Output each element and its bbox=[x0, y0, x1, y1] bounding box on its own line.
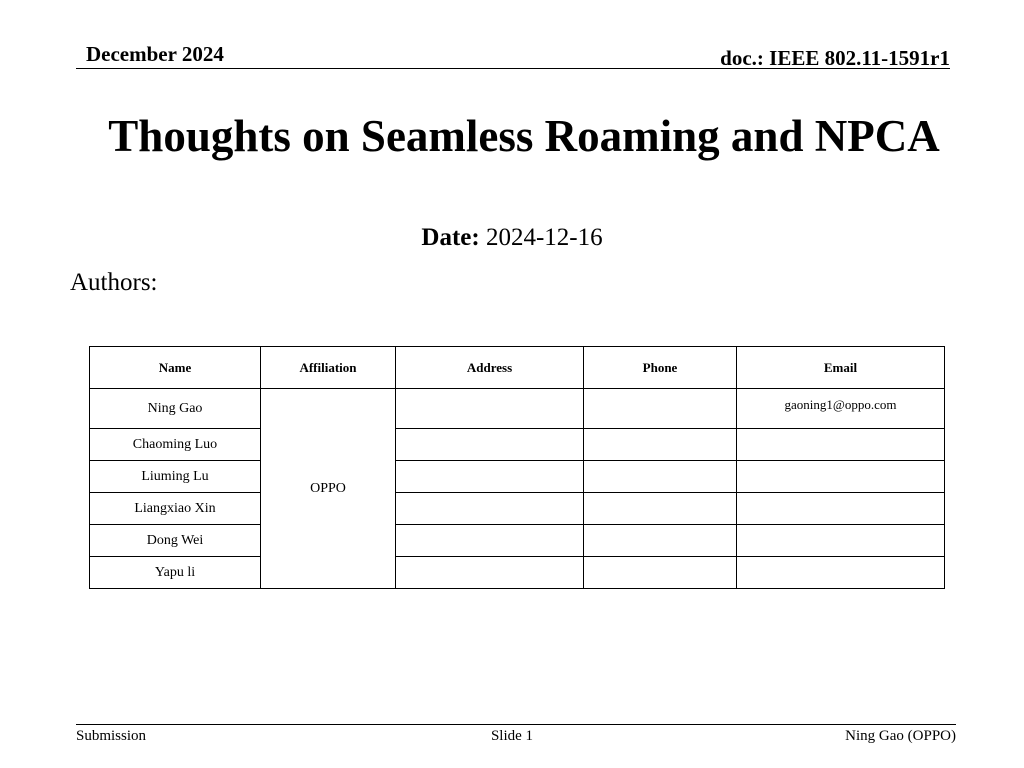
authors-table bbox=[89, 346, 945, 589]
author-email: gaoning1@oppo.com bbox=[737, 389, 945, 429]
footer-rule bbox=[76, 724, 956, 725]
author-phone bbox=[584, 525, 737, 557]
author-email bbox=[737, 429, 945, 461]
table-row bbox=[90, 493, 945, 525]
footer-author: Ning Gao (OPPO) bbox=[845, 728, 956, 744]
table-row bbox=[90, 389, 945, 429]
author-name: Yapu li bbox=[90, 557, 261, 589]
date-value: 2024-12-16 bbox=[485, 224, 603, 251]
header-date: December 2024 bbox=[86, 42, 224, 66]
author-address bbox=[396, 429, 584, 461]
author-address bbox=[396, 389, 584, 429]
header-rule bbox=[76, 68, 950, 69]
table-row bbox=[90, 429, 945, 461]
table-row bbox=[90, 525, 945, 557]
table-header-row bbox=[90, 347, 945, 389]
header-affiliation: Affiliation bbox=[261, 347, 396, 389]
header-doc-id: doc.: IEEE 802.11-1591r1 bbox=[720, 46, 950, 70]
author-address bbox=[396, 461, 584, 493]
slide-title: Thoughts on Seamless Roaming and NPCA bbox=[108, 111, 940, 161]
author-address bbox=[396, 525, 584, 557]
author-email bbox=[737, 493, 945, 525]
author-address bbox=[396, 557, 584, 589]
author-phone bbox=[584, 461, 737, 493]
header-phone: Phone bbox=[584, 347, 737, 389]
author-affiliation: OPPO bbox=[261, 389, 396, 589]
table-row bbox=[90, 461, 945, 493]
author-name: Liuming Lu bbox=[90, 461, 261, 493]
header-email: Email bbox=[737, 347, 945, 389]
author-phone bbox=[584, 557, 737, 589]
table-row bbox=[90, 557, 945, 589]
date-line bbox=[0, 224, 1024, 252]
header-address: Address bbox=[396, 347, 584, 389]
author-address bbox=[396, 493, 584, 525]
footer-submission: Submission bbox=[76, 728, 147, 744]
author-email bbox=[737, 461, 945, 493]
author-name: Chaoming Luo bbox=[90, 429, 261, 461]
author-phone bbox=[584, 493, 737, 525]
author-phone bbox=[584, 389, 737, 429]
author-name: Dong Wei bbox=[90, 525, 261, 557]
date-label: Date: bbox=[421, 224, 480, 251]
authors-label: Authors: bbox=[70, 269, 158, 296]
footer-slide-number: Slide 1 bbox=[490, 728, 534, 744]
author-email bbox=[737, 525, 945, 557]
author-phone bbox=[584, 429, 737, 461]
author-email bbox=[737, 557, 945, 589]
author-name: Liangxiao Xin bbox=[90, 493, 261, 525]
header-name: Name bbox=[90, 347, 261, 389]
author-name: Ning Gao bbox=[90, 389, 261, 429]
